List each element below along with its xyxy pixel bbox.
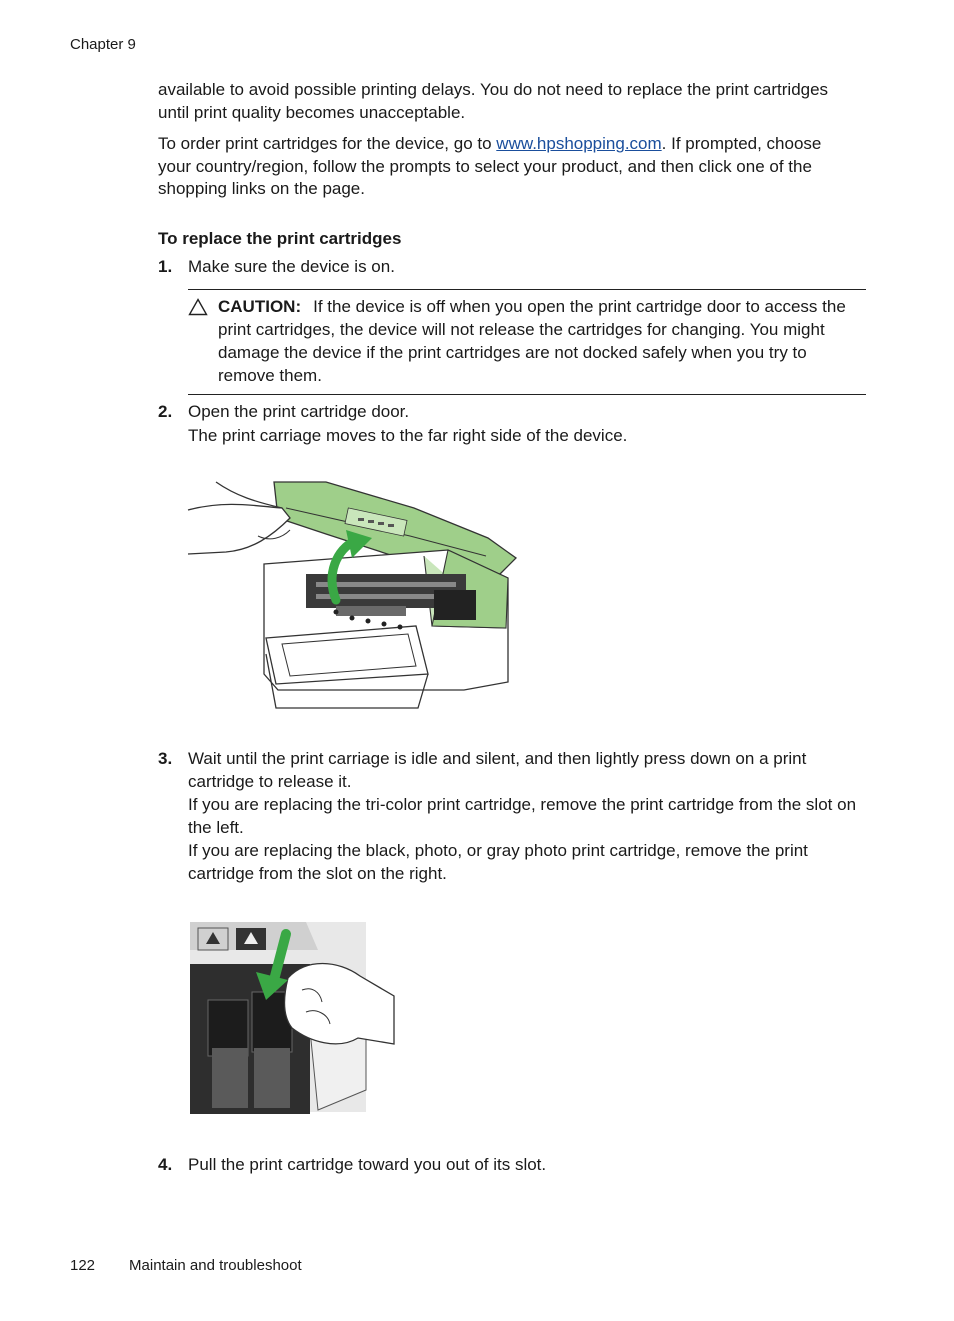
footer-section-title: Maintain and troubleshoot xyxy=(129,1257,302,1274)
paragraph-order-cartridges xyxy=(158,133,858,201)
caution-text: If the device is off when you open the print cartridge door to access the print cartridges, the device will not release the cartridges for changing. You might damage the device if the print cartridges are not docked safely when you try to remove them. xyxy=(218,297,846,385)
caution-box xyxy=(188,289,866,395)
step-subtext-tricolor: If you are replacing the tri-color print cartridge, remove the print cartridge from the slot on the left. xyxy=(188,795,857,837)
procedure-heading: To replace the print cartridges xyxy=(158,229,402,248)
order-text-before-link: To order print cartridges for the device, go to xyxy=(158,134,497,153)
step-subtext: The print carriage moves to the far right side of the device. xyxy=(188,425,628,445)
caution-label: CAUTION: xyxy=(218,297,302,316)
paragraph-cartridge-availability: available to avoid possible printing delays. You do not need to replace the print cartridges until print quality becomes unacceptable. xyxy=(158,80,829,122)
step-text: Wait until the print carriage is idle and silent, and then lightly press down on a print cartridge to release it. xyxy=(188,749,807,791)
step-number: 1. xyxy=(158,257,173,276)
step-1 xyxy=(158,256,863,280)
hpshopping-link[interactable]: www.hpshopping.com xyxy=(496,134,662,153)
step-4 xyxy=(158,1154,863,1178)
release-cartridge-illustration xyxy=(188,920,396,1114)
step-text: Pull the print cartridge toward you out of its slot. xyxy=(188,1155,547,1174)
open-cartridge-door-illustration xyxy=(186,478,521,713)
step-number: 3. xyxy=(158,749,173,768)
step-subtext-black: If you are replacing the black, photo, or gray photo print cartridge, remove the print cartridge from the slot on the right. xyxy=(188,841,808,883)
page-number: 122 xyxy=(70,1257,96,1274)
step-3 xyxy=(158,748,863,886)
step-text: Open the print cartridge door. xyxy=(188,402,410,421)
step-number: 2. xyxy=(158,402,173,421)
page-footer xyxy=(70,1257,302,1274)
order-text-after-link: . If prompted, choose your country/region, follow the prompts to select your product, and then click one of the shopping links on the page. xyxy=(158,134,822,198)
chapter-header: Chapter 9 xyxy=(70,36,136,53)
step-2 xyxy=(158,401,863,448)
step-number: 4. xyxy=(158,1155,173,1174)
caution-triangle-icon xyxy=(188,298,208,316)
step-text: Make sure the device is on. xyxy=(188,257,395,276)
